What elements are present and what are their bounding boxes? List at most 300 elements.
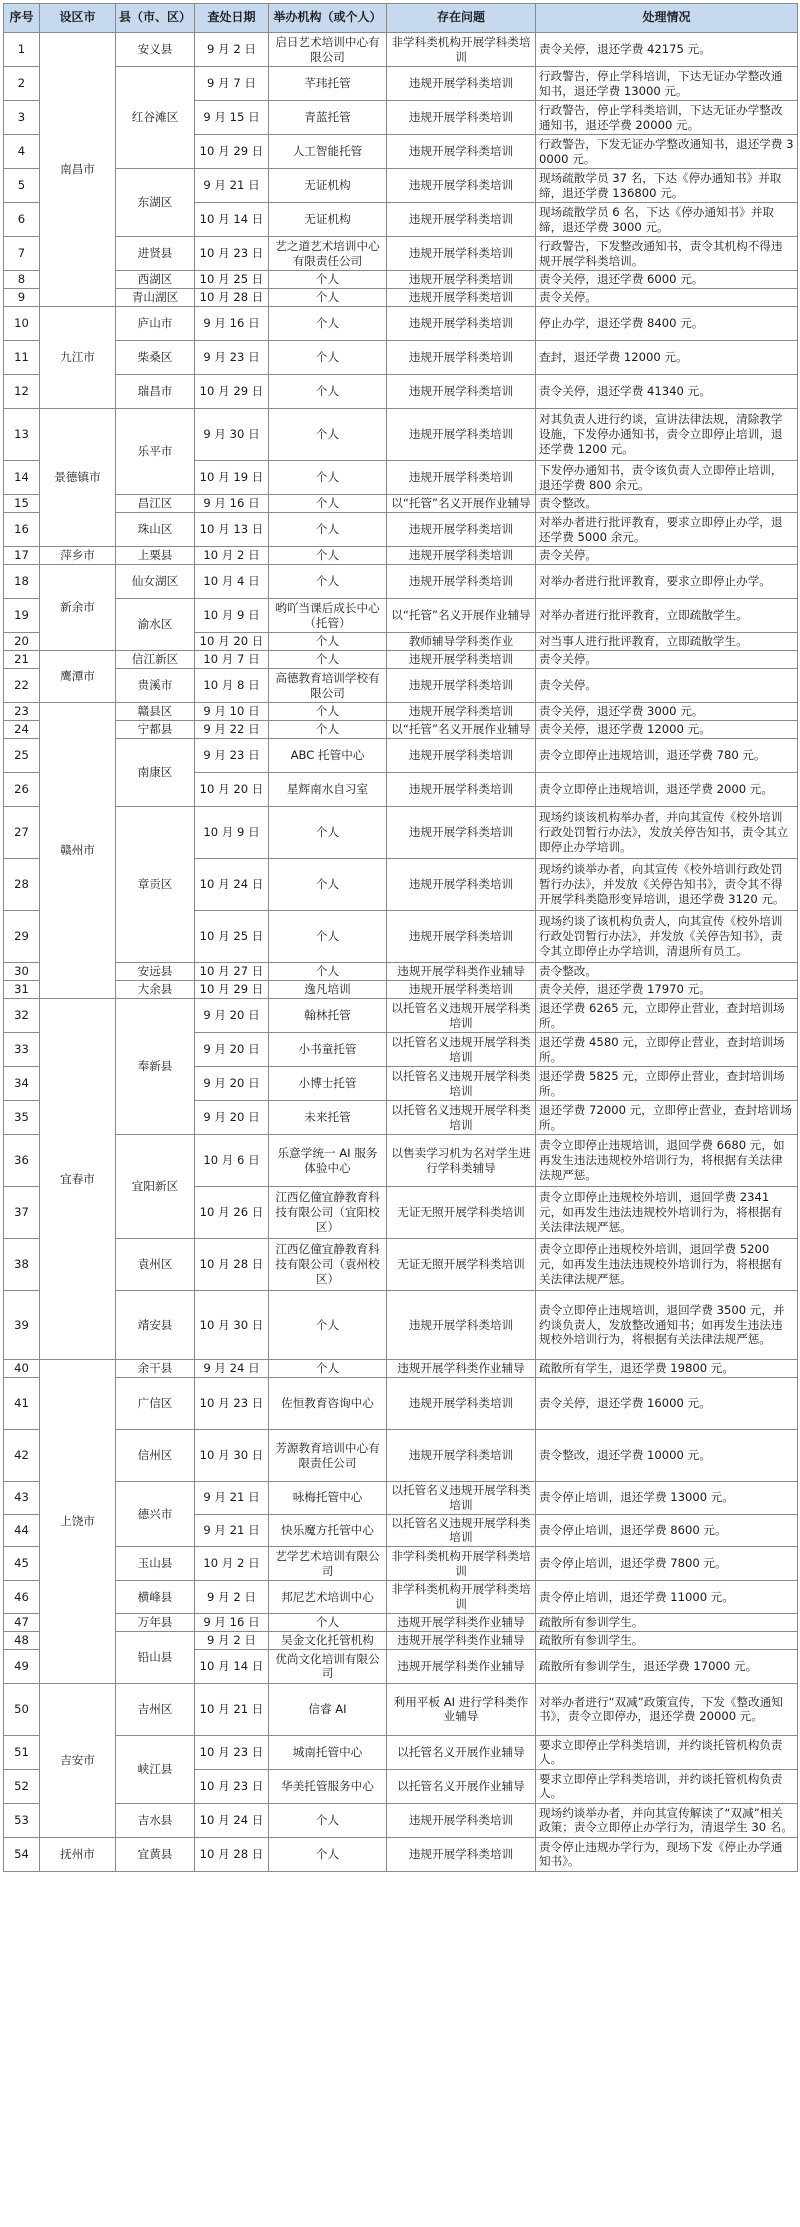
row-handling: 责令关停。 — [536, 669, 798, 703]
row-county: 德兴市 — [116, 1482, 195, 1547]
row-date: 10 月 30 日 — [195, 1291, 269, 1360]
row-handling: 责令关停，退还学费 16000 元。 — [536, 1378, 798, 1430]
row-issue: 以售卖学习机为名对学生进行学科类辅导 — [387, 1135, 536, 1187]
row-organizer: 个人 — [269, 721, 387, 739]
row-handling: 现场约谈了该机构负责人，向其宣传《校外培训行政处罚暂行办法》，并发放《关停告知书》，责令其立即停止办学培训，清退所有员工。 — [536, 911, 798, 963]
row-date: 9 月 21 日 — [195, 1514, 269, 1547]
row-date: 10 月 14 日 — [195, 203, 269, 237]
row-index: 37 — [4, 1187, 40, 1239]
row-organizer: 个人 — [269, 651, 387, 669]
row-county: 宜阳新区 — [116, 1135, 195, 1239]
row-date: 9 月 2 日 — [195, 1581, 269, 1614]
row-county: 袁州区 — [116, 1239, 195, 1291]
row-index: 45 — [4, 1547, 40, 1581]
table-row — [4, 1360, 798, 1378]
row-city: 南昌市 — [40, 33, 116, 307]
row-organizer: 艺学艺术培训有限公司 — [269, 1547, 387, 1581]
table-row — [4, 1683, 798, 1735]
row-county: 红谷滩区 — [116, 67, 195, 169]
row-county: 玉山县 — [116, 1547, 195, 1581]
row-handling: 对举办者进行批评教育，要求立即停止办学。 — [536, 565, 798, 599]
row-issue: 违规开展学科类培训 — [387, 981, 536, 999]
table-row — [4, 237, 798, 271]
row-date: 10 月 28 日 — [195, 289, 269, 307]
row-organizer: 信睿 AI — [269, 1683, 387, 1735]
row-county: 信州区 — [116, 1430, 195, 1482]
row-issue: 以“托管”名义开展作业辅导 — [387, 495, 536, 513]
row-issue: 违规开展学科类培训 — [387, 1430, 536, 1482]
row-issue: 以托管名义违规开展学科类培训 — [387, 1067, 536, 1101]
row-index: 33 — [4, 1033, 40, 1067]
row-date: 9 月 23 日 — [195, 739, 269, 773]
row-handling: 责令停止培训，退还学费 11000 元。 — [536, 1581, 798, 1614]
row-date: 9 月 2 日 — [195, 1631, 269, 1649]
row-handling: 责令停止培训，退还学费 13000 元。 — [536, 1482, 798, 1515]
row-issue: 违规开展学科类培训 — [387, 1291, 536, 1360]
row-date: 9 月 24 日 — [195, 1360, 269, 1378]
row-issue: 违规开展学科类培训 — [387, 1803, 536, 1837]
row-issue: 违规开展学科类培训 — [387, 739, 536, 773]
row-issue: 违规开展学科类作业辅导 — [387, 1649, 536, 1683]
row-county: 柴桑区 — [116, 341, 195, 375]
row-organizer: 逸凡培训 — [269, 981, 387, 999]
table-row — [4, 1837, 798, 1871]
table-row — [4, 599, 798, 633]
row-issue: 违规开展学科类培训 — [387, 1837, 536, 1871]
row-date: 10 月 29 日 — [195, 981, 269, 999]
row-index: 4 — [4, 135, 40, 169]
row-date: 10 月 20 日 — [195, 633, 269, 651]
row-index: 2 — [4, 67, 40, 101]
row-index: 3 — [4, 101, 40, 135]
row-issue: 违规开展学科类培训 — [387, 135, 536, 169]
row-issue: 以托管名义违规开展学科类培训 — [387, 1101, 536, 1135]
row-date: 9 月 2 日 — [195, 33, 269, 67]
header-city: 设区市 — [40, 4, 116, 33]
row-date: 9 月 7 日 — [195, 67, 269, 101]
row-handling: 对当事人进行批评教育，立即疏散学生。 — [536, 633, 798, 651]
row-issue: 违规开展学科类培训 — [387, 307, 536, 341]
row-index: 12 — [4, 375, 40, 409]
row-index: 21 — [4, 651, 40, 669]
row-index: 34 — [4, 1067, 40, 1101]
row-handling: 责令立即停止违规培训，退回学费 6680 元，如再发生违法违规校外培训行为，将根据有关法律法规严惩。 — [536, 1135, 798, 1187]
row-county: 仙女湖区 — [116, 565, 195, 599]
row-organizer: 个人 — [269, 807, 387, 859]
row-organizer: 人工智能托管 — [269, 135, 387, 169]
row-date: 10 月 27 日 — [195, 963, 269, 981]
row-organizer: 高德教育培训学校有限公司 — [269, 669, 387, 703]
row-handling: 责令停止违规办学行为，现场下发《停止办学通知书》。 — [536, 1837, 798, 1871]
row-city: 抚州市 — [40, 1837, 116, 1871]
row-index: 15 — [4, 495, 40, 513]
table-row — [4, 651, 798, 669]
table-row — [4, 1581, 798, 1614]
row-issue: 违规开展学科类培训 — [387, 513, 536, 547]
row-issue: 以“托管”名义开展作业辅导 — [387, 721, 536, 739]
row-handling: 行政警告，停止学科类培训，下达无证办学整改通知书，退还学费 20000 元。 — [536, 101, 798, 135]
row-county: 西湖区 — [116, 271, 195, 289]
row-handling: 责令关停。 — [536, 651, 798, 669]
row-issue: 违规开展学科类培训 — [387, 289, 536, 307]
row-date: 10 月 13 日 — [195, 513, 269, 547]
row-handling: 现场疏散学员 37 名，下达《停办通知书》并取缔，退还学费 136800 元。 — [536, 169, 798, 203]
row-index: 13 — [4, 409, 40, 461]
row-handling: 行政警告，停止学科培训，下达无证办学整改通知书，退还学费 13000 元。 — [536, 67, 798, 101]
row-city: 赣州市 — [40, 703, 116, 999]
table-row — [4, 565, 798, 599]
row-date: 9 月 23 日 — [195, 341, 269, 375]
row-city: 九江市 — [40, 307, 116, 409]
table-row — [4, 513, 798, 547]
row-organizer: 个人 — [269, 409, 387, 461]
row-issue: 违规开展学科类培训 — [387, 67, 536, 101]
row-index: 54 — [4, 1837, 40, 1871]
row-index: 26 — [4, 773, 40, 807]
row-city: 上饶市 — [40, 1360, 116, 1684]
row-index: 9 — [4, 289, 40, 307]
table-row — [4, 67, 798, 101]
table-row — [4, 999, 798, 1033]
row-city: 宜春市 — [40, 999, 116, 1360]
table-row — [4, 1482, 798, 1515]
row-index: 5 — [4, 169, 40, 203]
row-index: 51 — [4, 1735, 40, 1769]
table-row — [4, 1239, 798, 1291]
row-issue: 违规开展学科类作业辅导 — [387, 1360, 536, 1378]
row-date: 10 月 8 日 — [195, 669, 269, 703]
row-index: 46 — [4, 1581, 40, 1614]
row-date: 10 月 7 日 — [195, 651, 269, 669]
row-handling: 行政警告，下发整改通知书，责令其机构不得违规开展学科类培训。 — [536, 237, 798, 271]
row-organizer: 个人 — [269, 963, 387, 981]
row-index: 31 — [4, 981, 40, 999]
table-row — [4, 981, 798, 999]
row-organizer: 优尚文化培训有限公司 — [269, 1649, 387, 1683]
row-handling: 退还学费 72000 元，立即停止营业，查封培训场所。 — [536, 1101, 798, 1135]
table-row — [4, 1547, 798, 1581]
row-county: 大余县 — [116, 981, 195, 999]
row-date: 9 月 16 日 — [195, 1613, 269, 1631]
row-organizer: 芳源教育培训中心有限责任公司 — [269, 1430, 387, 1482]
row-handling: 责令关停，退还学费 12000 元。 — [536, 721, 798, 739]
row-handling: 行政警告，下发无证办学整改通知书，退还学费 30000 元。 — [536, 135, 798, 169]
row-issue: 违规开展学科类培训 — [387, 703, 536, 721]
row-handling: 现场疏散学员 6 名，下达《停办通知书》并取缔，退还学费 3000 元。 — [536, 203, 798, 237]
row-county: 安义县 — [116, 33, 195, 67]
table-row — [4, 963, 798, 981]
row-date: 10 月 21 日 — [195, 1683, 269, 1735]
row-date: 9 月 20 日 — [195, 1033, 269, 1067]
row-county: 进贤县 — [116, 237, 195, 271]
row-county: 青山湖区 — [116, 289, 195, 307]
row-issue: 违规开展学科类培训 — [387, 547, 536, 565]
row-county: 万年县 — [116, 1613, 195, 1631]
row-handling: 责令停止培训，退还学费 8600 元。 — [536, 1514, 798, 1547]
row-handling: 现场约谈该机构举办者，并向其宣传《校外培训行政处罚暂行办法》，发放关停告知书，责令其立即停止办学培训。 — [536, 807, 798, 859]
row-index: 23 — [4, 703, 40, 721]
table-row — [4, 307, 798, 341]
table-row — [4, 341, 798, 375]
row-handling: 责令停止培训，退还学费 7800 元。 — [536, 1547, 798, 1581]
row-issue: 违规开展学科类作业辅导 — [387, 963, 536, 981]
row-index: 39 — [4, 1291, 40, 1360]
row-date: 10 月 28 日 — [195, 1837, 269, 1871]
row-index: 27 — [4, 807, 40, 859]
row-city: 萍乡市 — [40, 547, 116, 565]
row-handling: 责令立即停止违规校外培训，退回学费 2341 元，如再发生违法违规校外培训行为，将根据有关法律法规严惩。 — [536, 1187, 798, 1239]
table-row — [4, 169, 798, 203]
row-organizer: 小书童托管 — [269, 1033, 387, 1067]
row-handling: 责令整改，退还学费 10000 元。 — [536, 1430, 798, 1482]
row-date: 10 月 26 日 — [195, 1187, 269, 1239]
row-handling: 下发停办通知书，责令该负责人立即停止培训，退还学费 800 余元。 — [536, 461, 798, 495]
row-county: 广信区 — [116, 1378, 195, 1430]
row-handling: 责令关停，退还学费 42175 元。 — [536, 33, 798, 67]
row-organizer: 个人 — [269, 1613, 387, 1631]
row-organizer: 快乐魔方托管中心 — [269, 1514, 387, 1547]
row-handling: 疏散所有参训学生。 — [536, 1631, 798, 1649]
row-handling: 责令立即停止违规培训，退还学费 2000 元。 — [536, 773, 798, 807]
row-city: 新余市 — [40, 565, 116, 651]
row-date: 10 月 29 日 — [195, 375, 269, 409]
row-county: 东湖区 — [116, 169, 195, 237]
header-index: 序号 — [4, 4, 40, 33]
row-handling: 查封，退还学费 12000 元。 — [536, 341, 798, 375]
row-organizer: 咏梅托管中心 — [269, 1482, 387, 1515]
row-date: 10 月 2 日 — [195, 1547, 269, 1581]
row-index: 25 — [4, 739, 40, 773]
row-index: 20 — [4, 633, 40, 651]
row-date: 9 月 20 日 — [195, 1067, 269, 1101]
row-index: 11 — [4, 341, 40, 375]
row-handling: 对举办者进行批评教育，要求立即停止办学，退还学费 5000 余元。 — [536, 513, 798, 547]
table-row — [4, 33, 798, 67]
row-handling: 退还学费 6265 元，立即停止营业，查封培训场所。 — [536, 999, 798, 1033]
row-handling: 责令关停，退还学费 3000 元。 — [536, 703, 798, 721]
row-index: 44 — [4, 1514, 40, 1547]
row-handling: 现场约谈举办者，并向其宣传解读了“双减”相关政策；责令立即停止办学行为，清退学生 30 名。 — [536, 1803, 798, 1837]
row-date: 10 月 9 日 — [195, 599, 269, 633]
row-index: 22 — [4, 669, 40, 703]
row-index: 38 — [4, 1239, 40, 1291]
row-organizer: 未来托管 — [269, 1101, 387, 1135]
row-organizer: 个人 — [269, 271, 387, 289]
table-row — [4, 409, 798, 461]
row-index: 8 — [4, 271, 40, 289]
row-handling: 对其负责人进行约谈，宣讲法律法规，清除教学设施，下发停办通知书，责令立即停止培训，退还学费 1200 元。 — [536, 409, 798, 461]
row-organizer: 个人 — [269, 289, 387, 307]
row-issue: 以托管名义违规开展学科类培训 — [387, 1482, 536, 1515]
row-county: 庐山市 — [116, 307, 195, 341]
row-county: 吉州区 — [116, 1683, 195, 1735]
row-handling: 责令立即停止违规校外培训，退回学费 5200 元，如再发生违法违规校外培训行为，将根据有关法律法规严惩。 — [536, 1239, 798, 1291]
row-organizer: 启日艺术培训中心有限公司 — [269, 33, 387, 67]
row-date: 10 月 23 日 — [195, 237, 269, 271]
table-row — [4, 669, 798, 703]
row-issue: 非学科类机构开展学科类培训 — [387, 33, 536, 67]
row-issue: 以托管名义违规开展学科类培训 — [387, 999, 536, 1033]
row-handling: 停止办学，退还学费 8400 元。 — [536, 307, 798, 341]
row-handling: 退还学费 5825 元，立即停止营业，查封培训场所。 — [536, 1067, 798, 1101]
table-row — [4, 271, 798, 289]
row-issue: 非学科类机构开展学科类培训 — [387, 1547, 536, 1581]
row-date: 9 月 20 日 — [195, 1101, 269, 1135]
row-county: 南康区 — [116, 739, 195, 807]
row-organizer: 个人 — [269, 911, 387, 963]
row-handling: 现场约谈举办者，向其宣传《校外培训行政处罚暂行办法》，并发放《关停告知书》，责令其不得开展学科类隐形变异培训，退还学费 3120 元。 — [536, 859, 798, 911]
row-issue: 违规开展学科类培训 — [387, 807, 536, 859]
row-date: 10 月 25 日 — [195, 271, 269, 289]
row-date: 9 月 10 日 — [195, 703, 269, 721]
row-date: 9 月 22 日 — [195, 721, 269, 739]
row-issue: 以托管名义违规开展学科类培训 — [387, 1033, 536, 1067]
row-index: 18 — [4, 565, 40, 599]
row-county: 昌江区 — [116, 495, 195, 513]
row-organizer: 个人 — [269, 461, 387, 495]
row-county: 安远县 — [116, 963, 195, 981]
row-issue: 非学科类机构开展学科类培训 — [387, 1581, 536, 1614]
row-index: 14 — [4, 461, 40, 495]
row-handling: 对举办者进行批评教育，立即疏散学生。 — [536, 599, 798, 633]
row-handling: 责令关停。 — [536, 289, 798, 307]
row-organizer: 个人 — [269, 1360, 387, 1378]
row-organizer: 芊玮托管 — [269, 67, 387, 101]
table-row — [4, 807, 798, 859]
row-issue: 以托管名义开展作业辅导 — [387, 1735, 536, 1769]
row-organizer: 华美托管服务中心 — [269, 1769, 387, 1803]
row-index: 10 — [4, 307, 40, 341]
row-issue: 违规开展学科类培训 — [387, 237, 536, 271]
row-issue: 违规开展学科类培训 — [387, 341, 536, 375]
row-city: 鹰潭市 — [40, 651, 116, 703]
row-date: 10 月 6 日 — [195, 1135, 269, 1187]
row-date: 9 月 21 日 — [195, 169, 269, 203]
row-date: 9 月 15 日 — [195, 101, 269, 135]
row-date: 10 月 19 日 — [195, 461, 269, 495]
row-organizer: 翰林托管 — [269, 999, 387, 1033]
row-handling: 责令立即停止违规培训，退还学费 780 元。 — [536, 739, 798, 773]
row-date: 10 月 23 日 — [195, 1769, 269, 1803]
row-issue: 违规开展学科类培训 — [387, 859, 536, 911]
row-date: 10 月 23 日 — [195, 1378, 269, 1430]
row-index: 42 — [4, 1430, 40, 1482]
table-row — [4, 375, 798, 409]
header-county: 县（市、区） — [116, 4, 195, 33]
table-row — [4, 1613, 798, 1631]
table-row — [4, 1291, 798, 1360]
row-issue: 违规开展学科类培训 — [387, 911, 536, 963]
table-row — [4, 1135, 798, 1187]
row-city: 景德镇市 — [40, 409, 116, 547]
row-index: 6 — [4, 203, 40, 237]
row-date: 10 月 23 日 — [195, 1735, 269, 1769]
row-issue: 违规开展学科类培训 — [387, 669, 536, 703]
row-index: 28 — [4, 859, 40, 911]
row-issue: 违规开展学科类培训 — [387, 101, 536, 135]
row-organizer: 个人 — [269, 495, 387, 513]
row-index: 19 — [4, 599, 40, 633]
row-date: 9 月 21 日 — [195, 1482, 269, 1515]
row-issue: 违规开展学科类培训 — [387, 565, 536, 599]
row-issue: 违规开展学科类作业辅导 — [387, 1631, 536, 1649]
row-city: 吉安市 — [40, 1683, 116, 1837]
row-handling: 疏散所有参训学生。 — [536, 1613, 798, 1631]
row-issue: 违规开展学科类培训 — [387, 169, 536, 203]
row-issue: 违规开展学科类培训 — [387, 271, 536, 289]
table-header-row — [4, 4, 798, 33]
row-date: 10 月 9 日 — [195, 807, 269, 859]
row-index: 30 — [4, 963, 40, 981]
row-county: 贵溪市 — [116, 669, 195, 703]
table-row — [4, 1631, 798, 1649]
row-date: 10 月 4 日 — [195, 565, 269, 599]
row-county: 赣县区 — [116, 703, 195, 721]
row-issue: 违规开展学科类培训 — [387, 651, 536, 669]
row-date: 10 月 24 日 — [195, 859, 269, 911]
row-issue: 无证无照开展学科类培训 — [387, 1239, 536, 1291]
table-row — [4, 495, 798, 513]
row-index: 35 — [4, 1101, 40, 1135]
row-handling: 责令关停，退还学费 6000 元。 — [536, 271, 798, 289]
row-handling: 退还学费 4580 元，立即停止营业，查封培训场所。 — [536, 1033, 798, 1067]
row-organizer: 个人 — [269, 1803, 387, 1837]
row-issue: 违规开展学科类培训 — [387, 409, 536, 461]
row-issue: 以托管名义违规开展学科类培训 — [387, 1514, 536, 1547]
row-issue: 无证无照开展学科类培训 — [387, 1187, 536, 1239]
row-organizer: 个人 — [269, 547, 387, 565]
row-index: 32 — [4, 999, 40, 1033]
header-organizer: 举办机构（或个人） — [269, 4, 387, 33]
row-handling: 责令整改。 — [536, 495, 798, 513]
row-county: 铅山县 — [116, 1631, 195, 1683]
row-issue: 教师辅导学科类作业 — [387, 633, 536, 651]
row-issue: 利用平板 AI 进行学科类作业辅导 — [387, 1683, 536, 1735]
row-county: 信江新区 — [116, 651, 195, 669]
row-organizer: 江西亿僮宜静教育科技有限公司（袁州校区） — [269, 1239, 387, 1291]
row-organizer: 个人 — [269, 1291, 387, 1360]
row-organizer: 个人 — [269, 859, 387, 911]
row-county: 渝水区 — [116, 599, 195, 651]
row-organizer: 个人 — [269, 513, 387, 547]
row-organizer: 乐意学统一 AI 服务体验中心 — [269, 1135, 387, 1187]
row-index: 29 — [4, 911, 40, 963]
row-organizer: 邦尼艺术培训中心 — [269, 1581, 387, 1614]
row-county: 上栗县 — [116, 547, 195, 565]
row-date: 9 月 30 日 — [195, 409, 269, 461]
row-date: 10 月 30 日 — [195, 1430, 269, 1482]
row-date: 9 月 20 日 — [195, 999, 269, 1033]
row-index: 1 — [4, 33, 40, 67]
table-row — [4, 721, 798, 739]
row-issue: 以托管名义开展作业辅导 — [387, 1769, 536, 1803]
row-organizer: 城南托管中心 — [269, 1735, 387, 1769]
table-row — [4, 703, 798, 721]
row-index: 47 — [4, 1613, 40, 1631]
row-county: 章贡区 — [116, 807, 195, 963]
row-index: 36 — [4, 1135, 40, 1187]
row-date: 9 月 16 日 — [195, 307, 269, 341]
row-organizer: 哟吖当课后成长中心（托管） — [269, 599, 387, 633]
header-issue: 存在问题 — [387, 4, 536, 33]
table-body — [4, 33, 798, 1872]
row-handling: 对举办者进行“双减”政策宣传，下发《整改通知书》，责令立即停办，退还学费 20000 元。 — [536, 1683, 798, 1735]
row-issue: 违规开展学科类培训 — [387, 461, 536, 495]
row-issue: 违规开展学科类培训 — [387, 1378, 536, 1430]
row-county: 吉水县 — [116, 1803, 195, 1837]
row-county: 奉新县 — [116, 999, 195, 1135]
header-date: 查处日期 — [195, 4, 269, 33]
